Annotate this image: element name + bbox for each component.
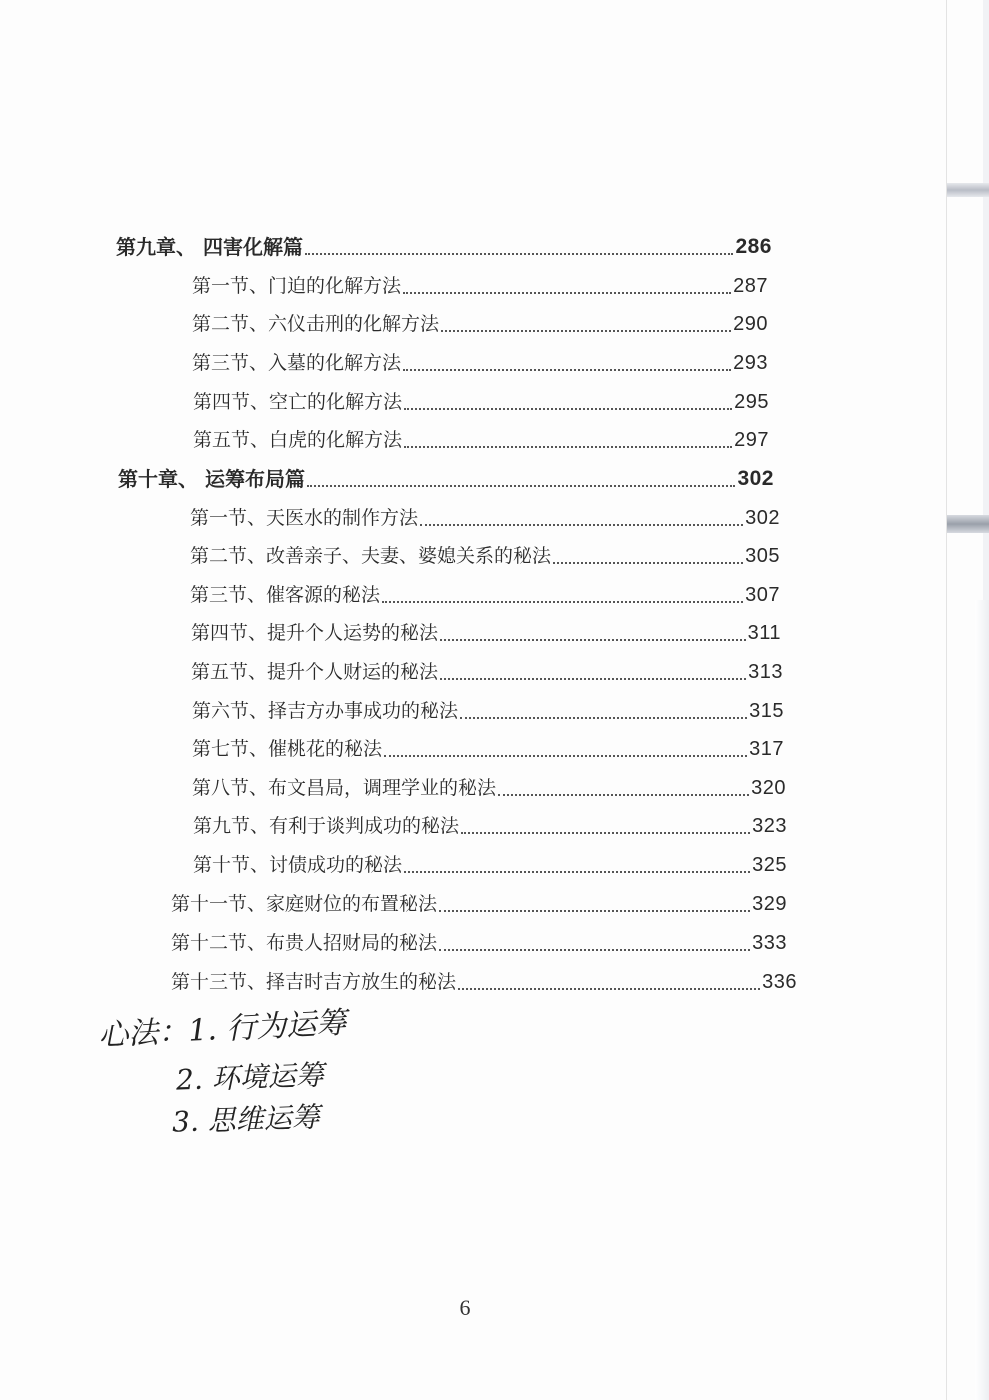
toc-title: 第三节、催客源的秘法 [190, 584, 381, 606]
toc-section-row [171, 878, 787, 916]
dot-leader [439, 909, 750, 912]
toc-title: 第七节、催桃花的秘法 [192, 738, 383, 760]
toc-title: 第六节、择吉方办事成功的秘法 [192, 700, 459, 722]
toc-page: 333 [752, 932, 787, 954]
dot-leader [307, 484, 735, 487]
toc-page: 305 [745, 545, 780, 567]
toc-title: 第十章、 运筹布局篇 [118, 467, 305, 491]
handwritten-line: 心法：1. 行为运筹 [97, 1005, 348, 1054]
toc-section-row [193, 376, 769, 414]
toc-title: 第三节、入墓的化解方法 [192, 352, 402, 374]
toc-page: 317 [749, 738, 784, 760]
dot-leader [403, 291, 731, 294]
toc-page: 307 [745, 584, 780, 606]
toc-section-row [191, 607, 781, 645]
toc-title: 第二节、六仪击刑的化解方法 [192, 313, 440, 335]
toc-section-row [193, 414, 769, 452]
dot-leader [305, 252, 733, 255]
toc-title: 第二节、改善亲子、夫妻、婆媳关系的秘法 [190, 545, 552, 567]
toc-title: 第五节、提升个人财运的秘法 [191, 661, 439, 683]
toc-page: 311 [747, 622, 781, 644]
toc-page: 287 [733, 275, 768, 297]
dot-leader [441, 329, 731, 332]
toc-section-row [193, 839, 787, 877]
toc-page: 325 [752, 854, 787, 876]
toc-section-row [171, 917, 787, 955]
page-number: 6 [459, 1295, 471, 1320]
dot-leader [382, 600, 743, 603]
dot-leader [384, 754, 747, 757]
dot-leader [460, 716, 747, 719]
toc-section-row [192, 298, 768, 336]
toc-title: 第一节、门迫的化解方法 [192, 275, 402, 297]
handwritten-line: 3. 思维运筹 [171, 1100, 321, 1139]
toc-title: 第四节、空亡的化解方法 [193, 391, 403, 413]
toc-chapter-row [118, 453, 774, 491]
toc-chapter-row [116, 221, 772, 259]
dot-leader [461, 831, 750, 834]
dot-leader [440, 638, 746, 641]
toc-section-row [171, 956, 797, 994]
dot-leader [553, 561, 743, 564]
toc-page: 295 [734, 391, 769, 413]
toc-page: 297 [734, 429, 769, 451]
toc-page: 315 [749, 700, 784, 722]
toc-section-row [190, 530, 780, 568]
toc-section-row [192, 762, 786, 800]
toc-page: 313 [748, 661, 783, 683]
toc-page: 329 [752, 893, 787, 915]
toc-page: 286 [735, 235, 772, 258]
toc-page: 336 [762, 971, 797, 993]
toc-page: 290 [733, 313, 768, 335]
dot-leader [440, 677, 746, 680]
toc-title: 第九章、 四害化解篇 [116, 235, 303, 259]
toc-section-row [192, 260, 768, 298]
toc-section-row [193, 800, 787, 838]
dot-leader [404, 870, 750, 873]
toc-title: 第十三节、择吉时吉方放生的秘法 [171, 971, 457, 993]
toc-title: 第十一节、家庭财位的布置秘法 [171, 893, 438, 915]
dot-leader [403, 368, 731, 371]
dot-leader [439, 948, 750, 951]
dot-leader [420, 523, 743, 526]
toc-page: 293 [733, 352, 768, 374]
toc-section-row [192, 723, 784, 761]
dot-leader [458, 987, 760, 990]
toc-page: 320 [751, 777, 786, 799]
toc-page: 302 [737, 467, 774, 490]
toc-section-row [190, 569, 780, 607]
toc-title: 第四节、提升个人运势的秘法 [191, 622, 439, 644]
toc-section-row [192, 337, 768, 375]
toc-page: 302 [745, 507, 780, 529]
handwritten-line: 2. 环境运筹 [175, 1058, 325, 1097]
dot-leader [404, 407, 732, 410]
toc-title: 第八节、布文昌局，调理学业的秘法 [192, 777, 497, 799]
toc-section-row [191, 646, 783, 684]
toc-section-row [192, 685, 784, 723]
toc-section-row [190, 492, 780, 530]
toc-page: 323 [752, 815, 787, 837]
dot-leader [498, 793, 749, 796]
toc-title: 第一节、天医水的制作方法 [190, 507, 419, 529]
dot-leader [404, 445, 732, 448]
toc-title: 第十节、讨债成功的秘法 [193, 854, 403, 876]
toc-title: 第十二节、布贵人招财局的秘法 [171, 932, 438, 954]
toc-title: 第五节、白虎的化解方法 [193, 429, 403, 451]
toc-title: 第九节、有利于谈判成功的秘法 [193, 815, 460, 837]
